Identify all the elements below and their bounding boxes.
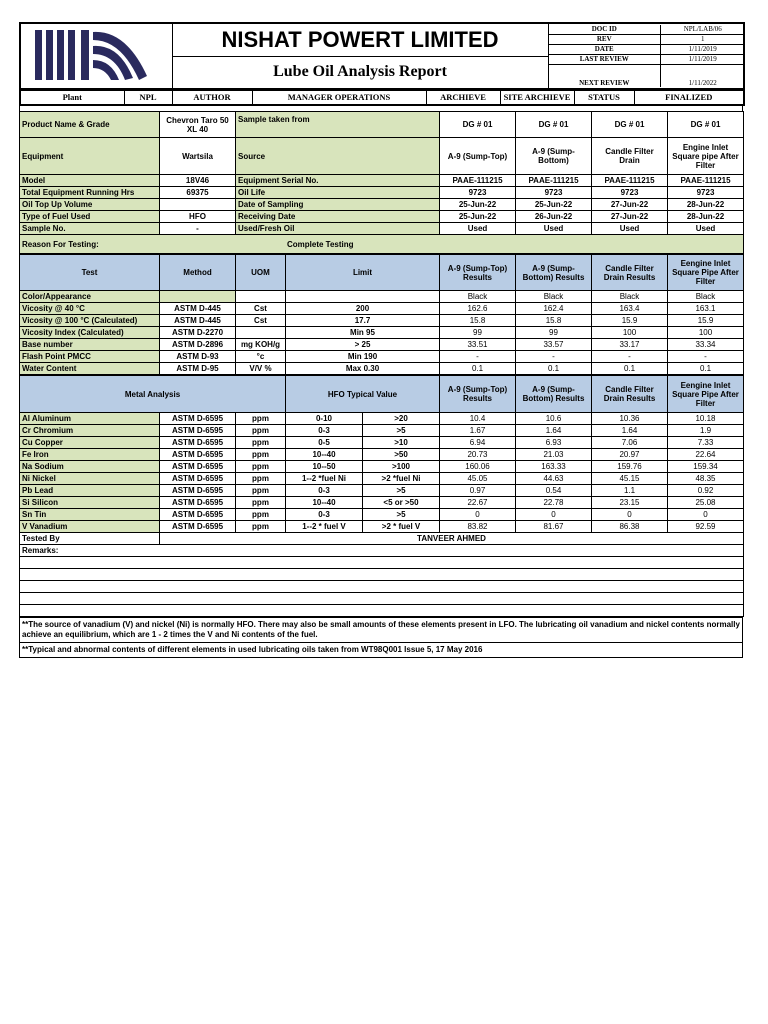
- info-cell: PAAE-111215: [668, 175, 744, 187]
- result-cell: 0: [592, 509, 668, 521]
- meta-label: DOC ID: [549, 25, 661, 35]
- remarks-label: Remarks:: [20, 545, 744, 557]
- abnormal-value: >5: [363, 485, 440, 497]
- table-row: [20, 413, 744, 425]
- result-cell: 15.9: [592, 315, 668, 327]
- result-cell: Black: [592, 291, 668, 303]
- tested-by-label: Tested By: [20, 533, 160, 545]
- author-value: MANAGER OPERATIONS: [252, 91, 426, 106]
- result-cell: 0.1: [440, 363, 516, 375]
- info-cell: 25-Jun-22: [440, 211, 516, 223]
- result-cell: Black: [668, 291, 744, 303]
- col-header: A-9 (Sump-Top) Results: [440, 376, 516, 413]
- result-cell: 22.67: [440, 497, 516, 509]
- result-cell: 163.4: [592, 303, 668, 315]
- metal-method: ASTM D-6595: [160, 497, 236, 509]
- metal-name: Al Aluminum: [20, 413, 160, 425]
- meta-label: REV: [549, 35, 661, 45]
- info-cell: 9723: [516, 187, 592, 199]
- metal-analysis-table: [19, 375, 744, 617]
- result-cell: 22.78: [516, 497, 592, 509]
- test-method: ASTM D-93: [160, 351, 236, 363]
- metal-method: ASTM D-6595: [160, 425, 236, 437]
- typical-value: 10--40: [286, 497, 363, 509]
- plant-label: Plant: [20, 91, 124, 106]
- result-cell: 45.05: [440, 473, 516, 485]
- test-limit: [286, 291, 440, 303]
- company-logo: [20, 23, 172, 89]
- typical-value: 0-3: [286, 425, 363, 437]
- test-name: Flash Point PMCC: [20, 351, 160, 363]
- info-cell: 27-Jun-22: [592, 211, 668, 223]
- result-cell: 99: [440, 327, 516, 339]
- result-cell: 81.67: [516, 521, 592, 533]
- table-row: [20, 291, 744, 303]
- report-sheet: [19, 22, 743, 658]
- metal-uom: ppm: [236, 449, 286, 461]
- info-cell: Used: [592, 223, 668, 235]
- result-cell: -: [668, 351, 744, 363]
- table-row: [20, 521, 744, 533]
- table-row: [20, 473, 744, 485]
- metal-uom: ppm: [236, 425, 286, 437]
- result-cell: 1.64: [516, 425, 592, 437]
- result-cell: 163.33: [516, 461, 592, 473]
- result-cell: 163.1: [668, 303, 744, 315]
- abnormal-value: >10: [363, 437, 440, 449]
- meta-value: 1/11/2019: [661, 55, 745, 65]
- metal-name: Ni Nickel: [20, 473, 160, 485]
- metal-method: ASTM D-6595: [160, 413, 236, 425]
- table-row: [20, 351, 744, 363]
- test-method: [160, 291, 236, 303]
- metal-name: Si Silicon: [20, 497, 160, 509]
- table-row: [20, 315, 744, 327]
- test-method: ASTM D-2270: [160, 327, 236, 339]
- result-cell: 0.1: [516, 363, 592, 375]
- test-name: Base number: [20, 339, 160, 351]
- meta-label: NEXT REVIEW: [549, 65, 661, 88]
- result-cell: 100: [668, 327, 744, 339]
- result-cell: 0.92: [668, 485, 744, 497]
- remarks-line: [20, 581, 744, 593]
- metal-method: ASTM D-6595: [160, 461, 236, 473]
- col-header: Metal Analysis: [20, 376, 286, 413]
- col-header: Eengine Inlet Square Pipe After Filter: [668, 376, 744, 413]
- table-row: [20, 509, 744, 521]
- info-cell: PAAE-111215: [440, 175, 516, 187]
- test-limit: > 25: [286, 339, 440, 351]
- info-label: Equipment: [20, 138, 160, 175]
- info-cell: 26-Jun-22: [516, 211, 592, 223]
- test-uom: Cst: [236, 303, 286, 315]
- result-cell: 44.63: [516, 473, 592, 485]
- metal-method: ASTM D-6595: [160, 485, 236, 497]
- result-cell: -: [516, 351, 592, 363]
- result-cell: 1.67: [440, 425, 516, 437]
- status-value: FINALIZED: [634, 91, 744, 106]
- abnormal-value: >100: [363, 461, 440, 473]
- result-cell: 25.08: [668, 497, 744, 509]
- result-cell: Black: [440, 291, 516, 303]
- result-cell: 0.97: [440, 485, 516, 497]
- result-cell: 1.1: [592, 485, 668, 497]
- status-label: STATUS: [574, 91, 634, 106]
- typical-value: 1--2 *fuel Ni: [286, 473, 363, 485]
- meta-label: DATE: [549, 45, 661, 55]
- metal-uom: ppm: [236, 521, 286, 533]
- info-value: Wartsila: [160, 138, 236, 175]
- test-method: ASTM D-445: [160, 303, 236, 315]
- table-row: [20, 437, 744, 449]
- table-row: [20, 327, 744, 339]
- result-cell: 45.15: [592, 473, 668, 485]
- info-value: 69375: [160, 187, 236, 199]
- test-name: Vicosity Index (Calculated): [20, 327, 160, 339]
- meta-value: 1/11/2019: [661, 45, 745, 55]
- info-label: Product Name & Grade: [20, 112, 160, 138]
- info-cell: 9723: [592, 187, 668, 199]
- result-cell: 86.38: [592, 521, 668, 533]
- typical-value: 1--2 * fuel V: [286, 521, 363, 533]
- metal-method: ASTM D-6595: [160, 449, 236, 461]
- col-header: A-9 (Sump-Bottom) Results: [516, 255, 592, 291]
- info-cell: DG # 01: [592, 112, 668, 138]
- result-cell: 99: [516, 327, 592, 339]
- test-limit: Min 95: [286, 327, 440, 339]
- result-cell: 21.03: [516, 449, 592, 461]
- typical-value: 0-3: [286, 509, 363, 521]
- report-title: Lube Oil Analysis Report: [172, 56, 548, 89]
- remarks-line: [20, 605, 744, 617]
- info-cell: DG # 01: [668, 112, 744, 138]
- col-header: Eengine Inlet Square Pipe After Filter: [668, 255, 744, 291]
- result-cell: Black: [516, 291, 592, 303]
- info-value: [160, 199, 236, 211]
- test-uom: Cst: [236, 315, 286, 327]
- result-cell: 33.51: [440, 339, 516, 351]
- metal-name: V Vanadium: [20, 521, 160, 533]
- info-cell: PAAE-111215: [516, 175, 592, 187]
- metal-name: Fe Iron: [20, 449, 160, 461]
- test-name: Color/Appearance: [20, 291, 160, 303]
- info-cell: 27-Jun-22: [592, 199, 668, 211]
- info-cell: 28-Jun-22: [668, 211, 744, 223]
- result-cell: 20.97: [592, 449, 668, 461]
- result-cell: 0.1: [668, 363, 744, 375]
- info-label: Used/Fresh Oil: [236, 223, 440, 235]
- metal-method: ASTM D-6595: [160, 473, 236, 485]
- abnormal-value: >5: [363, 509, 440, 521]
- info-cell: 9723: [440, 187, 516, 199]
- test-limit: 200: [286, 303, 440, 315]
- col-header: A-9 (Sump-Top) Results: [440, 255, 516, 291]
- test-name: Vicosity @ 100 °C (Calculated): [20, 315, 160, 327]
- result-cell: 7.06: [592, 437, 668, 449]
- abnormal-value: >2 * fuel V: [363, 521, 440, 533]
- result-cell: 10.6: [516, 413, 592, 425]
- info-label: Date of Sampling: [236, 199, 440, 211]
- report-header: [19, 22, 745, 90]
- archive-label: ARCHIEVE: [426, 91, 500, 106]
- archive-value: SITE ARCHIEVE: [500, 91, 574, 106]
- col-header: HFO Typical Value: [286, 376, 440, 413]
- abnormal-value: >2 *fuel Ni: [363, 473, 440, 485]
- metal-header-row: [20, 376, 744, 413]
- typical-value: 0-5: [286, 437, 363, 449]
- info-value: Chevron Taro 50 XL 40: [160, 112, 236, 138]
- info-cell: Candle Filter Drain: [592, 138, 668, 175]
- metal-uom: ppm: [236, 485, 286, 497]
- info-cell: Used: [668, 223, 744, 235]
- footnotes: [19, 617, 743, 658]
- col-header: Method: [160, 255, 236, 291]
- metal-uom: ppm: [236, 461, 286, 473]
- info-cell: PAAE-111215: [592, 175, 668, 187]
- metal-name: Sn Tin: [20, 509, 160, 521]
- result-cell: 33.34: [668, 339, 744, 351]
- tested-by-value: TANVEER AHMED: [160, 533, 744, 545]
- result-cell: 48.35: [668, 473, 744, 485]
- test-header-row: [20, 255, 744, 291]
- test-method: ASTM D-2896: [160, 339, 236, 351]
- metal-method: ASTM D-6595: [160, 437, 236, 449]
- info-label: Equipment Serial No.: [236, 175, 440, 187]
- result-cell: 159.34: [668, 461, 744, 473]
- test-uom: [236, 327, 286, 339]
- typical-value: 10--50: [286, 461, 363, 473]
- reason-label: Reason For Testing:: [22, 239, 99, 249]
- info-label: Sample taken from: [236, 112, 440, 138]
- result-cell: -: [440, 351, 516, 363]
- info-label: Model: [20, 175, 160, 187]
- result-cell: 15.9: [668, 315, 744, 327]
- table-row: [20, 449, 744, 461]
- test-method: ASTM D-445: [160, 315, 236, 327]
- result-cell: 162.6: [440, 303, 516, 315]
- result-cell: 0.54: [516, 485, 592, 497]
- info-cell: A-9 (Sump-Top): [440, 138, 516, 175]
- info-cell: Used: [440, 223, 516, 235]
- result-cell: 92.59: [668, 521, 744, 533]
- info-cell: Used: [516, 223, 592, 235]
- result-cell: 1.9: [668, 425, 744, 437]
- result-cell: 0: [668, 509, 744, 521]
- info-cell: Engine Inlet Square pipe After Filter: [668, 138, 744, 175]
- metal-method: ASTM D-6595: [160, 509, 236, 521]
- result-cell: 83.82: [440, 521, 516, 533]
- test-uom: °c: [236, 351, 286, 363]
- company-name: NISHAT POWERT LIMITED: [172, 23, 548, 56]
- plant-value: NPL: [124, 91, 172, 106]
- info-cell: 28-Jun-22: [668, 199, 744, 211]
- result-cell: 159.76: [592, 461, 668, 473]
- result-cell: 10.18: [668, 413, 744, 425]
- table-row: [20, 339, 744, 351]
- info-cell: 25-Jun-22: [440, 199, 516, 211]
- abnormal-value: >5: [363, 425, 440, 437]
- abnormal-value: <5 or >50: [363, 497, 440, 509]
- plant-row: [19, 90, 745, 106]
- test-limit: 17.7: [286, 315, 440, 327]
- result-cell: 0: [440, 509, 516, 521]
- info-value: HFO: [160, 211, 236, 223]
- metal-name: Na Sodium: [20, 461, 160, 473]
- metal-name: Pb Lead: [20, 485, 160, 497]
- doc-meta: [549, 25, 745, 87]
- metal-uom: ppm: [236, 473, 286, 485]
- metal-method: ASTM D-6595: [160, 521, 236, 533]
- author-label: AUTHOR: [172, 91, 252, 106]
- table-row: [20, 485, 744, 497]
- info-label: Oil Top Up Volume: [20, 199, 160, 211]
- meta-value: 1: [661, 35, 745, 45]
- result-cell: 160.06: [440, 461, 516, 473]
- result-cell: 33.17: [592, 339, 668, 351]
- table-row: [20, 303, 744, 315]
- info-label: Receiving Date: [236, 211, 440, 223]
- test-method: ASTM D-95: [160, 363, 236, 375]
- result-cell: -: [592, 351, 668, 363]
- meta-label: LAST REVIEW: [549, 55, 661, 65]
- meta-value: 1/11/2022: [661, 65, 745, 88]
- test-uom: [236, 291, 286, 303]
- remarks-line: [20, 569, 744, 581]
- col-header: Test: [20, 255, 160, 291]
- abnormal-value: >50: [363, 449, 440, 461]
- info-label: Oil Life: [236, 187, 440, 199]
- col-header: A-9 (Sump-Bottom) Results: [516, 376, 592, 413]
- info-cell: A-9 (Sump-Bottom): [516, 138, 592, 175]
- typical-value: 0-3: [286, 485, 363, 497]
- metal-uom: ppm: [236, 497, 286, 509]
- col-header: Candle Filter Drain Results: [592, 376, 668, 413]
- result-cell: 10.4: [440, 413, 516, 425]
- table-row: [20, 363, 744, 375]
- result-cell: 6.94: [440, 437, 516, 449]
- table-row: [20, 497, 744, 509]
- result-cell: 33.57: [516, 339, 592, 351]
- result-cell: 15.8: [516, 315, 592, 327]
- test-limit: Max 0.30: [286, 363, 440, 375]
- metal-uom: ppm: [236, 413, 286, 425]
- metal-name: Cu Copper: [20, 437, 160, 449]
- footnote: **Typical and abnormal contents of different elements in used lubricating oils taken from WT98Q001 Issue 5, 17 May 2016: [20, 643, 743, 658]
- metal-uom: ppm: [236, 437, 286, 449]
- metal-name: Cr Chromium: [20, 425, 160, 437]
- info-label: Total Equipment Running Hrs: [20, 187, 160, 199]
- test-uom: V/V %: [236, 363, 286, 375]
- reason-value: Complete Testing: [287, 239, 354, 249]
- info-value: 18V46: [160, 175, 236, 187]
- result-cell: 0.1: [592, 363, 668, 375]
- logo-mark-icon: [21, 24, 171, 86]
- sample-info-table: [19, 111, 744, 254]
- info-label: Source: [236, 138, 440, 175]
- test-limit: Min 190: [286, 351, 440, 363]
- test-name: Vicosity @ 40 °C: [20, 303, 160, 315]
- metal-uom: ppm: [236, 509, 286, 521]
- typical-value: 0-10: [286, 413, 363, 425]
- info-cell: DG # 01: [516, 112, 592, 138]
- info-cell: 9723: [668, 187, 744, 199]
- test-uom: mg KOH/g: [236, 339, 286, 351]
- table-row: [20, 425, 744, 437]
- typical-value: 10--40: [286, 449, 363, 461]
- info-label: Sample No.: [20, 223, 160, 235]
- result-cell: 23.15: [592, 497, 668, 509]
- result-cell: 10.36: [592, 413, 668, 425]
- remarks-line: [20, 593, 744, 605]
- result-cell: 0: [516, 509, 592, 521]
- col-header: Candle Filter Drain Results: [592, 255, 668, 291]
- result-cell: 22.64: [668, 449, 744, 461]
- info-cell: 25-Jun-22: [516, 199, 592, 211]
- result-cell: 20.73: [440, 449, 516, 461]
- test-results-table: [19, 254, 744, 375]
- table-row: [20, 461, 744, 473]
- result-cell: 7.33: [668, 437, 744, 449]
- col-header: UOM: [236, 255, 286, 291]
- result-cell: 6.93: [516, 437, 592, 449]
- info-label: Type of Fuel Used: [20, 211, 160, 223]
- test-name: Water Content: [20, 363, 160, 375]
- result-cell: 15.8: [440, 315, 516, 327]
- result-cell: 100: [592, 327, 668, 339]
- col-header: Limit: [286, 255, 440, 291]
- abnormal-value: >20: [363, 413, 440, 425]
- result-cell: 1.64: [592, 425, 668, 437]
- result-cell: 162.4: [516, 303, 592, 315]
- info-cell: DG # 01: [440, 112, 516, 138]
- remarks-line: [20, 557, 744, 569]
- info-value: -: [160, 223, 236, 235]
- meta-value: NPL/LAB/06: [661, 25, 745, 35]
- footnote: **The source of vanadium (V) and nickel (Ni) is normally HFO. There may also be small amounts of these elements present in LFO. The lubricating oil vanadium and nickel contents normally achieve an equilibrium, which are 1 - 2 times the V and Ni contents of the fuel.: [20, 618, 743, 643]
